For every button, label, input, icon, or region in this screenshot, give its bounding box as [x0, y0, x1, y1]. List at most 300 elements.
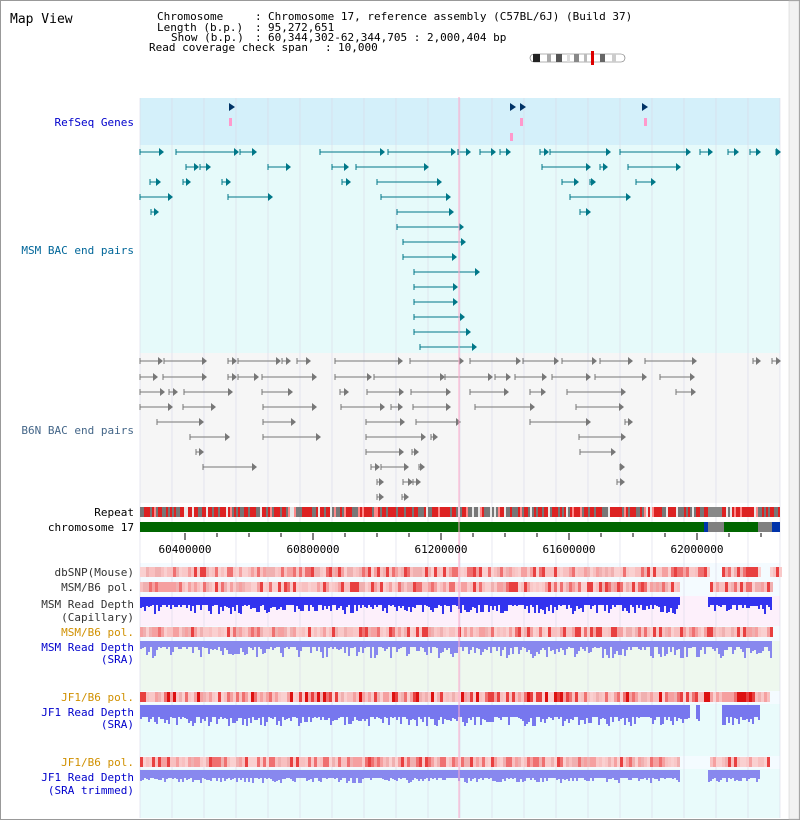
read-depth-bar [152, 641, 154, 658]
read-depth-bar [218, 641, 220, 647]
read-depth-bar [302, 597, 304, 611]
read-depth-bar [448, 641, 450, 648]
repeat-segment [362, 507, 364, 517]
read-depth-bar [258, 705, 260, 718]
polymorphism-cell [443, 567, 446, 577]
read-depth-bar [520, 641, 522, 650]
polymorphism-cell [401, 567, 404, 577]
repeat-segment [466, 507, 468, 517]
polymorphism-cell [740, 567, 743, 577]
ideogram-band [547, 54, 551, 62]
polymorphism-cell [209, 582, 212, 592]
polymorphism-cell [539, 567, 542, 577]
repeat-segment [708, 507, 710, 517]
read-depth-bar [646, 641, 648, 647]
refseq-exon[interactable] [229, 118, 232, 126]
read-depth-bar [362, 597, 364, 605]
polymorphism-cell [488, 627, 491, 637]
polymorphism-cell [599, 627, 602, 637]
polymorphism-cell [575, 692, 578, 702]
read-depth-bar [628, 705, 630, 722]
read-depth-bar [150, 705, 152, 719]
polymorphism-cell [410, 757, 413, 767]
polymorphism-cell [302, 757, 305, 767]
polymorphism-cell [761, 692, 764, 702]
polymorphism-cell [293, 757, 296, 767]
read-depth-bar [616, 705, 618, 717]
read-depth-bar [408, 641, 410, 654]
read-depth-bar [670, 770, 672, 778]
polymorphism-cell [356, 692, 359, 702]
repeat-segment [498, 507, 500, 517]
read-depth-bar [248, 705, 250, 718]
repeat-segment [660, 507, 662, 517]
repeat-segment [144, 507, 146, 517]
read-depth-bar [616, 597, 618, 605]
read-depth-bar [334, 770, 336, 779]
read-depth-bar [674, 770, 676, 778]
read-depth-bar [192, 705, 194, 726]
read-depth-bar [410, 705, 412, 720]
read-depth-bar [312, 770, 314, 782]
read-depth-bar [680, 705, 682, 719]
read-depth-bar [228, 641, 230, 654]
polymorphism-cell [176, 692, 179, 702]
read-depth-bar [174, 597, 176, 607]
read-depth-bar [638, 641, 640, 649]
read-depth-bar [742, 641, 744, 652]
polymorphism-cell [692, 692, 695, 702]
read-depth-bar [488, 705, 490, 722]
polymorphism-cell [413, 567, 416, 577]
read-depth-bar [746, 597, 748, 608]
read-depth-bar [630, 770, 632, 780]
read-depth-bar [150, 770, 152, 778]
read-depth-bar [472, 641, 474, 647]
polymorphism-cell [194, 567, 197, 577]
read-depth-bar [232, 597, 234, 607]
read-depth-bar [542, 705, 544, 719]
read-depth-bar [448, 770, 450, 778]
polymorphism-cell [509, 627, 512, 637]
polymorphism-cell [308, 692, 311, 702]
polymorphism-cell [485, 582, 488, 592]
read-depth-bar [302, 641, 304, 647]
read-depth-bar [422, 770, 424, 781]
repeat-segment [514, 507, 516, 517]
read-depth-bar [386, 705, 388, 718]
position-axis [159, 543, 724, 556]
polymorphism-cell [725, 567, 728, 577]
read-depth-bar [454, 770, 456, 778]
read-depth-bar [152, 770, 154, 778]
repeat-segment [400, 507, 402, 517]
read-depth-bar [272, 597, 274, 607]
read-depth-bar [346, 597, 348, 607]
read-depth-bar [204, 641, 206, 648]
read-depth-bar [676, 705, 678, 721]
polymorphism-cell [728, 582, 731, 592]
read-depth-bar [760, 641, 762, 653]
read-depth-bar [334, 597, 336, 605]
read-depth-bar [322, 705, 324, 717]
read-depth-bar [462, 770, 464, 778]
read-depth-bar [730, 770, 732, 779]
polymorphism-cell [392, 567, 395, 577]
read-depth-bar [214, 641, 216, 649]
read-depth-bar [210, 770, 212, 781]
polymorphism-cell [569, 757, 572, 767]
polymorphism-cell [305, 692, 308, 702]
read-depth-bar [672, 705, 674, 725]
read-depth-bar [482, 641, 484, 652]
polymorphism-cell [515, 567, 518, 577]
polymorphism-cell [548, 567, 551, 577]
refseq-exon[interactable] [520, 118, 523, 126]
polymorphism-cell [509, 692, 512, 702]
read-depth-bar [230, 705, 232, 718]
polymorphism-cell [530, 567, 533, 577]
polymorphism-cell [635, 567, 638, 577]
read-depth-bar [312, 641, 314, 647]
repeat-segment [208, 507, 210, 517]
read-depth-bar [638, 597, 640, 608]
read-depth-bar [282, 770, 284, 779]
polymorphism-cell [230, 582, 233, 592]
repeat-segment [472, 507, 474, 517]
polymorphism-cell [161, 757, 164, 767]
read-depth-bar [288, 641, 290, 649]
read-depth-bar [452, 770, 454, 778]
repeat-segment [636, 507, 638, 517]
read-depth-bar [178, 705, 180, 717]
polymorphism-cell [200, 567, 203, 577]
read-depth-bar [360, 770, 362, 783]
polymorphism-cell [677, 567, 680, 577]
polymorphism-cell [575, 582, 578, 592]
read-depth-bar [268, 770, 270, 778]
read-depth-bar [258, 770, 260, 779]
read-depth-bar [484, 705, 486, 720]
polymorphism-cell [761, 627, 764, 637]
read-depth-bar [718, 770, 720, 782]
track-label-msm-b6-pol-sra: MSM/B6 pol. [61, 626, 134, 639]
polymorphism-cell [140, 692, 143, 702]
read-depth-bar [194, 597, 196, 613]
read-depth-bar [500, 770, 502, 782]
read-depth-bar [450, 770, 452, 778]
read-depth-bar [376, 641, 378, 655]
read-depth-bar [196, 641, 198, 647]
polymorphism-cell [311, 757, 314, 767]
vertical-scrollbar[interactable] [789, 1, 799, 819]
read-depth-bar [330, 770, 332, 778]
polymorphism-cell [626, 692, 629, 702]
repeat-segment [662, 507, 664, 517]
polymorphism-cell [299, 582, 302, 592]
polymorphism-cell [197, 627, 200, 637]
read-depth-bar [162, 705, 164, 719]
polymorphism-cell [515, 692, 518, 702]
polymorphism-cell [752, 567, 755, 577]
polymorphism-cell [743, 757, 746, 767]
polymorphism-cell [284, 757, 287, 767]
polymorphism-cell [179, 582, 182, 592]
repeat-segment [506, 507, 508, 517]
read-depth-bar [358, 597, 360, 605]
repeat-segment [700, 507, 702, 517]
polymorphism-cell [734, 757, 737, 767]
polymorphism-cell [287, 582, 290, 592]
read-depth-bar [246, 770, 248, 778]
read-depth-bar [714, 597, 716, 611]
polymorphism-cell [596, 627, 599, 637]
polymorphism-cell [698, 692, 701, 702]
polymorphism-cell [467, 627, 470, 637]
read-depth-bar [662, 705, 664, 724]
repeat-segment [346, 507, 348, 517]
polymorphism-cell [662, 757, 665, 767]
read-depth-bar [206, 705, 208, 717]
repeat-segment [360, 507, 362, 517]
polymorphism-cell [530, 582, 533, 592]
polymorphism-cell [536, 627, 539, 637]
polymorphism-cell [536, 692, 539, 702]
repeat-segment [544, 507, 546, 517]
polymorphism-cell [209, 627, 212, 637]
polymorphism-cell [641, 582, 644, 592]
read-depth-bar [498, 641, 500, 647]
polymorphism-cell [557, 567, 560, 577]
read-depth-bar [446, 770, 448, 778]
polymorphism-cell [281, 627, 284, 637]
read-depth-bar [156, 770, 158, 779]
polymorphism-cell [569, 582, 572, 592]
read-depth-bar [598, 770, 600, 778]
repeat-segment [260, 507, 262, 517]
polymorphism-cell [536, 582, 539, 592]
polymorphism-cell [389, 567, 392, 577]
read-depth-bar [226, 597, 228, 607]
polymorphism-cell [710, 757, 713, 767]
polymorphism-cell [206, 582, 209, 592]
read-depth-bar [202, 641, 204, 647]
read-depth-bar [178, 770, 180, 782]
read-depth-bar [140, 597, 142, 608]
polymorphism-cell [527, 757, 530, 767]
repeat-segment [666, 507, 668, 517]
polymorphism-cell [584, 757, 587, 767]
read-depth-bar [168, 705, 170, 724]
read-depth-bar [548, 641, 550, 647]
read-depth-bar [354, 597, 356, 605]
polymorphism-cell [194, 627, 197, 637]
polymorphism-cell [404, 692, 407, 702]
read-depth-bar [612, 770, 614, 778]
repeat-segment [644, 507, 646, 517]
polymorphism-cell [143, 692, 146, 702]
show-sep: : [255, 31, 262, 44]
read-depth-bar [562, 705, 564, 726]
polymorphism-cell [422, 627, 425, 637]
read-depth-bar [516, 770, 518, 782]
polymorphism-cell [161, 627, 164, 637]
polymorphism-cell [329, 627, 332, 637]
polymorphism-cell [278, 757, 281, 767]
read-depth-bar [606, 597, 608, 605]
polymorphism-cell [557, 692, 560, 702]
read-depth-bar [536, 641, 538, 652]
polymorphism-cell [734, 582, 737, 592]
polymorphism-cell [536, 757, 539, 767]
read-depth-bar [290, 597, 292, 605]
read-depth-bar [390, 770, 392, 778]
read-depth-bar [234, 597, 236, 611]
polymorphism-cell [560, 627, 563, 637]
polymorphism-cell [314, 567, 317, 577]
polymorphism-cell [485, 567, 488, 577]
repeat-segment [288, 507, 290, 517]
read-depth-bar [504, 770, 506, 781]
polymorphism-cell [359, 627, 362, 637]
chromosome-bar[interactable] [140, 522, 780, 532]
read-depth-bar [518, 705, 520, 718]
repeat-segment [178, 507, 180, 517]
read-depth-bar [438, 705, 440, 720]
repeat-segment [460, 507, 462, 517]
read-depth-bar [748, 597, 750, 608]
polymorphism-cell [365, 757, 368, 767]
repeat-segment [464, 507, 466, 517]
repeat-segment [706, 507, 708, 517]
polymorphism-cell [596, 582, 599, 592]
polymorphism-cell [644, 567, 647, 577]
polymorphism-cell [311, 627, 314, 637]
read-depth-bar [636, 641, 638, 647]
read-depth-bar [434, 597, 436, 608]
polymorphism-cell [530, 627, 533, 637]
read-depth-bar [750, 641, 752, 653]
read-depth-bar [426, 770, 428, 778]
read-depth-bar [450, 641, 452, 654]
polymorphism-cell [719, 692, 722, 702]
repeat-segment [502, 507, 504, 517]
repeat-segment [632, 507, 634, 517]
repeat-segment [426, 507, 428, 517]
read-depth-bar [554, 597, 556, 607]
read-depth-bar [254, 597, 256, 608]
repeat-segment [614, 507, 616, 517]
read-depth-bar [168, 641, 170, 647]
polymorphism-cell [383, 582, 386, 592]
read-depth-bar [182, 705, 184, 717]
polymorphism-cell [488, 582, 491, 592]
refseq-exon[interactable] [510, 133, 513, 141]
read-depth-bar [354, 641, 356, 647]
polymorphism-cell [263, 582, 266, 592]
polymorphism-cell [392, 692, 395, 702]
polymorphism-cell [650, 582, 653, 592]
read-depth-bar [442, 705, 444, 724]
read-depth-bar [648, 597, 650, 609]
read-depth-bar [222, 641, 224, 655]
read-depth-bar [318, 705, 320, 717]
read-depth-bar [220, 705, 222, 717]
polymorphism-cell [419, 582, 422, 592]
read-depth-bar [360, 597, 362, 608]
read-depth-bar [394, 597, 396, 607]
polymorphism-cell [257, 567, 260, 577]
repeat-segment [434, 507, 436, 517]
read-depth-bar [732, 597, 734, 605]
polymorphism-cell [251, 627, 254, 637]
read-depth-bar [534, 597, 536, 613]
polymorphism-cell [542, 627, 545, 637]
polymorphism-cell [335, 627, 338, 637]
read-depth-bar [146, 770, 148, 779]
read-depth-bar [234, 641, 236, 654]
read-depth-bar [536, 705, 538, 717]
read-depth-bar [550, 597, 552, 605]
repeat-segment [730, 507, 732, 517]
polymorphism-cell [410, 582, 413, 592]
read-depth-bar [184, 705, 186, 718]
polymorphism-cell [314, 757, 317, 767]
read-depth-bar [400, 705, 402, 724]
polymorphism-cell [359, 757, 362, 767]
polymorphism-cell [146, 582, 149, 592]
polymorphism-cell [527, 692, 530, 702]
polymorphism-cell [365, 627, 368, 637]
read-depth-bar [408, 770, 410, 783]
read-depth-bar [644, 641, 646, 650]
polymorphism-cell [581, 582, 584, 592]
refseq-exon[interactable] [644, 118, 647, 126]
read-depth-bar [442, 770, 444, 780]
read-depth-bar [338, 705, 340, 718]
read-depth-bar [250, 770, 252, 778]
repeat-segment [142, 507, 144, 517]
repeat-segment [186, 507, 188, 517]
polymorphism-cell [689, 692, 692, 702]
read-depth-bar [368, 597, 370, 605]
polymorphism-cell [242, 627, 245, 637]
read-depth-bar [362, 770, 364, 779]
read-depth-bar [520, 597, 522, 605]
polymorphism-cell [644, 582, 647, 592]
polymorphism-cell [308, 757, 311, 767]
read-depth-bar [198, 705, 200, 717]
read-depth-bar [426, 705, 428, 726]
polymorphism-cell [659, 757, 662, 767]
read-depth-bar [376, 597, 378, 607]
read-depth-bar [766, 641, 768, 647]
polymorphism-cell [170, 567, 173, 577]
track-label-jf1-depth-sra: JF1 Read Depth [41, 706, 134, 719]
chromosome-ideogram[interactable] [530, 51, 625, 65]
polymorphism-cell [167, 692, 170, 702]
repeat-segment [634, 507, 636, 517]
polymorphism-cell [212, 582, 215, 592]
polymorphism-cell [590, 757, 593, 767]
polymorphism-cell [281, 567, 284, 577]
repeat-segment [668, 507, 670, 517]
polymorphism-cell [749, 692, 752, 702]
read-depth-bar [500, 705, 502, 720]
repeat-segment [262, 507, 264, 517]
polymorphism-cell [200, 757, 203, 767]
track-label-msm-depth-cap-sub: (Capillary) [61, 611, 134, 624]
